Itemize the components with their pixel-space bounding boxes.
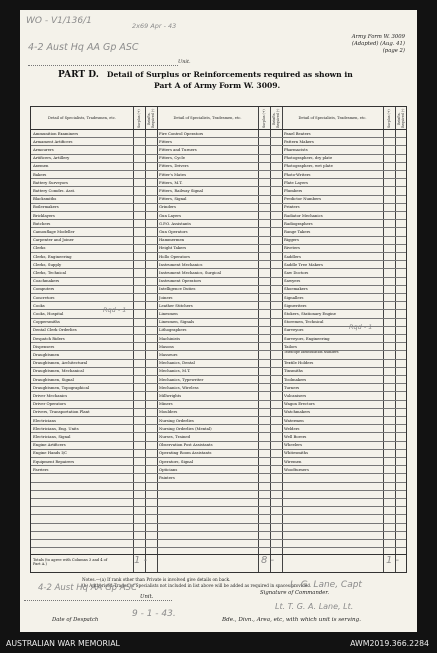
trade-cell: Pharmacists [284, 146, 308, 152]
trade-cell: Shoemakers [284, 286, 308, 292]
notes: Notes.—(a) If rank other than Private is involved give details on back. (b) Authorised Trades or Specialists not included in list above will be added as required in spaces provided. [82, 577, 312, 588]
total-column-2: 8 - [261, 555, 275, 566]
handwritten-reference: WO - V1/136/1 [26, 16, 92, 26]
trade-cell: Photographers, dry plate [284, 155, 333, 161]
trade-cell: Woodturners [284, 466, 309, 472]
trade-cell: Saddlers [284, 253, 301, 259]
trade-cell: Blacksmiths [33, 196, 57, 202]
trade-cell: Draughtsmen, Topographical [33, 384, 90, 390]
trade-cell: Cooks [33, 302, 45, 308]
trade-cell: Fitters, M.T. [159, 179, 183, 185]
trades-table [30, 106, 407, 573]
trade-cell: Armourers [33, 146, 54, 152]
trade-cell: Range Takers [284, 228, 311, 234]
trade-cell: Surveyors [284, 327, 304, 333]
totals-label: Totals (to agree with Columns 3 and 4 of Part A.) [33, 558, 108, 567]
trade-cell: Machinists [159, 335, 181, 341]
total-column-1: 1 - [134, 555, 148, 566]
trade-cell: Dental Clerk Orderlies [33, 327, 77, 333]
trade-cell: Engine Artificers [33, 442, 66, 448]
trade-cell: Grinders [159, 204, 176, 210]
despatch-date-label: Date of Despatch [52, 617, 99, 623]
trade-cell: Signallers [284, 294, 304, 300]
trade-cell: Masons [159, 343, 174, 349]
handwritten-signature: L. G. Lane, Capt [290, 580, 362, 590]
trade-cell: Height Takers [159, 245, 187, 251]
trade-cell: Joiners [159, 294, 173, 300]
trade-cell: Concretors [33, 294, 55, 300]
trade-cell: Telescope Identification Numbers [284, 350, 339, 354]
trade-cell: Coachmakers [33, 278, 60, 284]
handwritten-unit: 4-2 Aust Hq AA Gp ASC [28, 42, 139, 53]
trade-cell: Pattern Makers [284, 138, 314, 144]
trade-cell: Printers [284, 204, 300, 210]
trade-cell: Carpenter and Joiner [33, 237, 74, 243]
trade-cell: Well Borers [284, 433, 307, 439]
trade-cell: Millwrights [159, 392, 182, 398]
trade-cell: Clerks, Supply [33, 261, 62, 267]
total-column-3: 1 - [386, 555, 400, 566]
trade-cell: Sawyers [284, 278, 301, 284]
trade-cell: Clerks, Engineering [33, 253, 72, 259]
trade-cell: Fitters, Signal [159, 196, 187, 202]
trade-cell: Plate Layers [284, 179, 308, 185]
trade-cell: Watermen [284, 417, 304, 423]
unit-line [28, 65, 178, 66]
trade-cell: Welders [284, 425, 300, 431]
trade-cell: Draughtsmen, Mechanical [33, 368, 84, 374]
entry-storemen-reinforcement: Rqd - 1 [349, 323, 373, 331]
trade-cell: Radiographers [284, 220, 313, 226]
column-header-reinf-2: Reinfts. Required (-) [272, 108, 280, 129]
column-header-reinf-1: Reinfts. Required (-) [147, 108, 155, 129]
trade-cell: Fitter's Mates [159, 171, 187, 177]
trade-cell: Fitters, Railway Signal [159, 187, 203, 193]
trade-cell: Bakers [33, 171, 47, 177]
trade-cell: Watchmakers [284, 409, 311, 415]
trade-cell: Bricklayers [33, 212, 55, 218]
trade-cell: Lithographers [159, 327, 187, 333]
trade-cell: Radiator Mechanics [284, 212, 323, 218]
trade-cell: Photo-Writers [284, 171, 311, 177]
trade-cell: Gun Operators [159, 228, 188, 234]
trade-cell: Observation Post Assistants [159, 442, 213, 448]
trade-cell: Electricians [33, 417, 56, 423]
trade-cell: Farriers [33, 466, 49, 472]
trade-cell: Camouflage Modeller [33, 228, 75, 234]
trade-cell: Fitters [159, 138, 172, 144]
trade-cell: Moulders [159, 409, 178, 415]
column-header-surplus-3: Surplus (+) [387, 109, 391, 128]
trade-cell: G.P.O. Assistants [159, 220, 191, 226]
trade-cell: Riggers [284, 237, 299, 243]
trade-cell: Dispensers [33, 343, 55, 349]
trade-cell: Storemen, Technical [284, 319, 324, 325]
footer-unit-label: Unit. [140, 594, 154, 600]
trade-cell: Signwriters [284, 302, 307, 308]
trade-cell: Butchers [33, 220, 51, 226]
trade-cell: Photographers, wet plate [284, 163, 333, 169]
trade-cell: Battery Surveyors [33, 179, 68, 185]
trade-cell: Hammermen [159, 237, 185, 243]
trade-cell: Equipment Repairers [33, 458, 75, 464]
trade-cell: Saw Doctors [284, 269, 309, 275]
column-header-trades-3: Detail of Specialists, Tradesmen, etc. [298, 116, 367, 121]
trade-cell: Miners [159, 401, 173, 407]
trade-cell: Fitters, Drivers [159, 163, 189, 169]
trade-cell: Plumbers [284, 187, 303, 193]
column-header-surplus-1: Surplus (+) [137, 109, 141, 128]
trade-cell: Vulcanisers [284, 392, 307, 398]
trade-cell: Tailors [284, 343, 297, 349]
trade-cell: Draughtsmen, Architectural [33, 360, 88, 366]
trade-cell: Mechanics, Typewriter [159, 376, 204, 382]
column-header-trades-1: Detail of Specialists, Tradesmen, etc. [48, 116, 116, 121]
signature-label: Signature of Commander. [260, 590, 330, 596]
caption-accession-number: AWM2019.366.2284 [350, 639, 429, 648]
unit-label: Unit. [178, 59, 191, 65]
trade-cell: Linesmen, Signals [159, 319, 195, 325]
trade-cell: Instrument Mechanics, Surgical [159, 269, 221, 275]
trade-cell: Clerks, Technical [33, 269, 67, 275]
trade-cell: Riveters [284, 245, 301, 251]
trade-cell: Drivers, Transportation Plant [33, 409, 90, 415]
trade-cell: Instrument Mechanics [159, 261, 203, 267]
trade-cell: Tinsmiths [284, 368, 303, 374]
trade-cell: Nursing Orderlies (Mental) [159, 425, 212, 431]
trade-cell: Cooks, Hospital [33, 310, 64, 316]
trade-cell: Electricians, Signal [33, 433, 71, 439]
handwritten-date: 2x69 Apr - 43 [132, 22, 177, 30]
trade-cell: Artificers, Artillery [33, 155, 70, 161]
trade-cell: Intelligence Duties [159, 286, 196, 292]
trade-cell: Ammunition Examiners [33, 130, 79, 136]
form-number: Army Form W. 3009 (Adapted) (Aug. 41) (page 2) [351, 34, 405, 54]
trade-cell: Axemen [33, 163, 49, 169]
trade-cell: Whitesmiths [284, 450, 309, 456]
column-header-trades-2: Detail of Specialists, Tradesmen, etc. [173, 116, 242, 121]
trade-cell: Painters [159, 474, 175, 480]
column-header-surplus-2: Surplus (+) [262, 109, 266, 128]
trade-cell: Draughtsmen, Signal [33, 376, 74, 382]
trade-cell: Wagon Erectors [284, 401, 315, 407]
trade-cell: Fitters and Turners [159, 146, 197, 152]
unit-signature-line [24, 600, 172, 601]
trade-cell: Textile Holders [284, 360, 314, 366]
trade-cell: Despatch Riders [33, 335, 65, 341]
formation-label: Bde., Divn., Area, etc, with which unit is serving. [222, 617, 361, 623]
trade-cell: Battery Comdrs. Asst. [33, 187, 76, 193]
trade-cell: Operators, Signal [159, 458, 194, 464]
handwritten-rank: Lt. T. G. A. Lane, Lt. [275, 602, 354, 611]
trade-cell: Opticians [159, 466, 178, 472]
trade-cell: Mechanics, Dental [159, 360, 195, 366]
trade-cell: Driver Operators [33, 401, 66, 407]
trade-cell: Instrument Operators [159, 278, 202, 284]
form-title: PART D. Detail of Surplus or Reinforcements required as shown in Part A of Army Form W. 3009. [58, 70, 353, 91]
trade-cell: Stokers, Stationary Engine [284, 310, 336, 316]
trade-cell: Wheelers [284, 442, 303, 448]
trade-cell: Toolmakers [284, 376, 307, 382]
trade-cell: Operating Room Assistants [159, 450, 212, 456]
trade-cell: Driver Mechanics [33, 392, 68, 398]
trade-cell: Turners [284, 384, 300, 390]
trade-cell: Surveyors, Engineering [284, 335, 330, 341]
trade-cell: Hollo Operators [159, 253, 190, 259]
trade-cell: Gun Layers [159, 212, 182, 218]
trade-cell: Panel Beaters [284, 130, 311, 136]
trade-cell: Nurses, Trained [159, 433, 191, 439]
trade-cell: Leather Stitchers [159, 302, 193, 308]
trade-cell: Engine Hands I/C [33, 450, 68, 456]
trade-cell: Mechanics, Wireless [159, 384, 199, 390]
trade-cell: Fitters, Cycle [159, 155, 185, 161]
trade-cell: Linesmen [159, 310, 178, 316]
trade-cell: Clerks [33, 245, 46, 251]
trade-cell: Masseurs [159, 351, 178, 357]
trade-cell: Draughtsmen [33, 351, 60, 357]
caption-institution: AUSTRALIAN WAR MEMORIAL [6, 639, 120, 648]
trade-cell: Predictor Numbers [284, 196, 322, 202]
trade-cell: Computers [33, 286, 55, 292]
handwritten-despatch-date: 9 - 1 - 43. [132, 609, 176, 619]
trade-cell: Wiremen [284, 458, 302, 464]
trade-cell: Fire Control Operators [159, 130, 204, 136]
column-header-reinf-3: Reinfts. Required (-) [397, 108, 405, 129]
trade-cell: Saddle Tree Makers [284, 261, 323, 267]
trade-cell: Armament Artificers [33, 138, 73, 144]
trade-cell: Electricians, Eng. Units [33, 425, 79, 431]
entry-cooks-reinforcement: Rqd - 1 [103, 306, 127, 314]
trade-cell: Boilermakers [33, 204, 59, 210]
trade-cell: Mechanics, M.T. [159, 368, 191, 374]
trade-cell: Coppersmiths [33, 319, 60, 325]
handwritten-footer-unit: 4-2 Aust Hq AA Gp ASC [38, 583, 137, 593]
trade-cell: Nursing Orderlies [159, 417, 194, 423]
form-sheet [20, 10, 417, 632]
